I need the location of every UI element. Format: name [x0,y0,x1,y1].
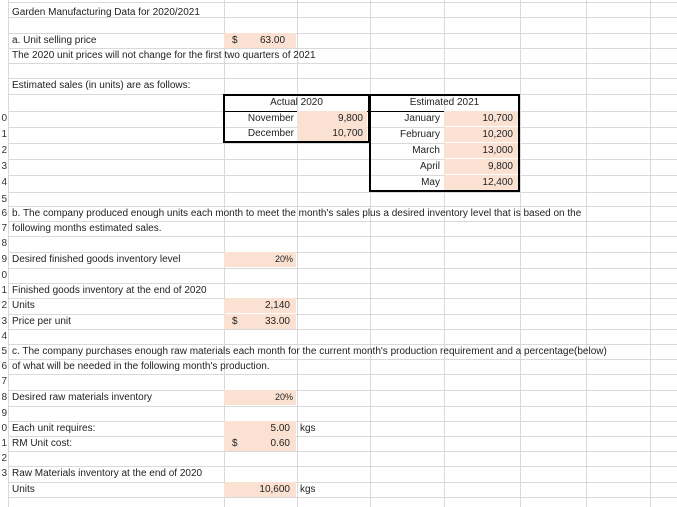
each-unit-value: 5.00 [270,423,290,434]
row-number[interactable]: 0 [1,423,7,434]
est-units-mar: 13,000 [482,145,513,156]
row-number[interactable]: 4 [1,177,7,188]
fg-units-cell[interactable] [224,298,296,313]
estimated-sales-label[interactable]: Estimated sales (in units) are as follows: [12,80,191,91]
each-unit-label[interactable]: Each unit requires: [12,423,96,434]
row-number[interactable]: 5 [1,346,7,357]
row-number[interactable]: 4 [1,331,7,342]
rm-units-kgs[interactable]: kgs [300,484,316,495]
fg-inventory-value: 20% [274,254,293,264]
fg-inventory-cell[interactable] [224,252,296,267]
fg-end-label[interactable]: Finished goods inventory at the end of 2020 [12,285,207,296]
actual-2020-header[interactable]: Actual 2020 [270,97,323,108]
rm-cost-label[interactable]: RM Unit cost: [12,438,73,449]
rm-units-label[interactable]: Units [12,484,35,495]
fg-units-value: 2,140 [264,300,290,311]
row-number[interactable]: 8 [1,392,7,403]
row-number[interactable]: 5 [1,194,7,205]
est-month-jan[interactable]: January [404,113,440,124]
row-number[interactable]: 1 [1,438,7,449]
actual-month-dec[interactable]: December [247,128,294,139]
row-number[interactable]: 7 [1,376,7,387]
fg-units-label[interactable]: Units [12,300,35,311]
rm-inventory-value: 20% [274,392,293,402]
rm-cost-currency: $ [232,438,238,449]
fg-inventory-label[interactable]: Desired finished goods inventory level [12,254,181,265]
row-number[interactable]: 9 [1,254,7,265]
note-b-line1[interactable]: b. The company produced enough units each month to meet the month's sales plus a desired inventory level that is based on the [12,208,582,219]
est-units-apr-cell[interactable] [444,159,518,174]
actual-units-nov: 9,800 [337,113,363,124]
est-units-may-cell[interactable] [444,175,518,190]
each-unit-cell[interactable] [224,421,296,436]
rm-units-value: 10,600 [259,484,290,495]
row-number[interactable]: 8 [1,238,7,249]
est-units-feb: 10,200 [482,129,513,140]
row-number[interactable]: 2 [1,453,7,464]
unit-price-note[interactable]: The 2020 unit prices will not change for the first two quarters of 2021 [12,50,316,61]
rm-inventory-label[interactable]: Desired raw materials inventory [12,392,153,403]
unit-price-value: 63.00 [260,35,286,46]
est-units-apr: 9,800 [487,161,513,172]
row-number[interactable]: 2 [1,145,7,156]
note-c-line1[interactable]: c. The company purchases enough raw materials each month for the current month's production requirement and a percentage(below) [12,346,607,357]
actual-units-dec-cell[interactable] [297,126,367,141]
row-number[interactable]: 6 [1,208,7,219]
est-month-feb[interactable]: February [399,129,440,140]
row-number[interactable]: 3 [1,161,7,172]
rm-cost-value: 0.60 [270,438,290,449]
estimated-2021-header[interactable]: Estimated 2021 [409,97,480,108]
est-month-mar[interactable]: March [412,145,440,156]
unit-price-cell[interactable] [224,33,296,48]
est-units-jan-cell[interactable] [444,111,518,126]
note-b-line2[interactable]: following months estimated sales. [12,223,162,234]
row-number[interactable]: 1 [1,285,7,296]
each-unit-kgs[interactable]: kgs [300,423,316,434]
est-month-may[interactable]: May [421,177,440,188]
actual-month-nov[interactable]: November [247,113,294,124]
row-number[interactable]: 3 [1,468,7,479]
note-c-line2[interactable]: of what will be needed in the following month's production. [12,361,270,372]
row-number[interactable]: 7 [1,223,7,234]
actual-units-dec: 10,700 [332,128,363,139]
row-number[interactable]: 0 [1,113,7,124]
row-number[interactable]: 6 [1,361,7,372]
row-number[interactable]: 3 [1,316,7,327]
unit-price-currency: $ [232,35,238,46]
row-number[interactable]: 0 [1,270,7,281]
price-per-unit-value: 33.00 [264,316,290,327]
rm-inventory-cell[interactable] [224,390,296,405]
actual-units-nov-cell[interactable] [297,111,367,126]
unit-price-label[interactable]: a. Unit selling price [12,35,97,46]
price-per-unit-label[interactable]: Price per unit [12,316,71,327]
est-units-feb-cell[interactable] [444,127,518,142]
est-month-apr[interactable]: April [419,161,440,172]
est-units-may: 12,400 [482,177,513,188]
row-number[interactable]: 1 [1,129,7,140]
row-number[interactable]: 9 [1,408,7,419]
sheet-title[interactable]: Garden Manufacturing Data for 2020/2021 [12,7,200,18]
rm-units-cell[interactable] [224,482,296,497]
rm-end-label[interactable]: Raw Materials inventory at the end of 2020 [12,468,203,479]
row-number[interactable]: 2 [1,300,7,311]
rm-cost-cell[interactable] [224,436,296,451]
est-units-mar-cell[interactable] [444,143,518,158]
est-units-jan: 10,700 [482,113,513,124]
price-per-unit-cell[interactable] [224,314,296,329]
price-per-unit-currency: $ [232,316,238,327]
